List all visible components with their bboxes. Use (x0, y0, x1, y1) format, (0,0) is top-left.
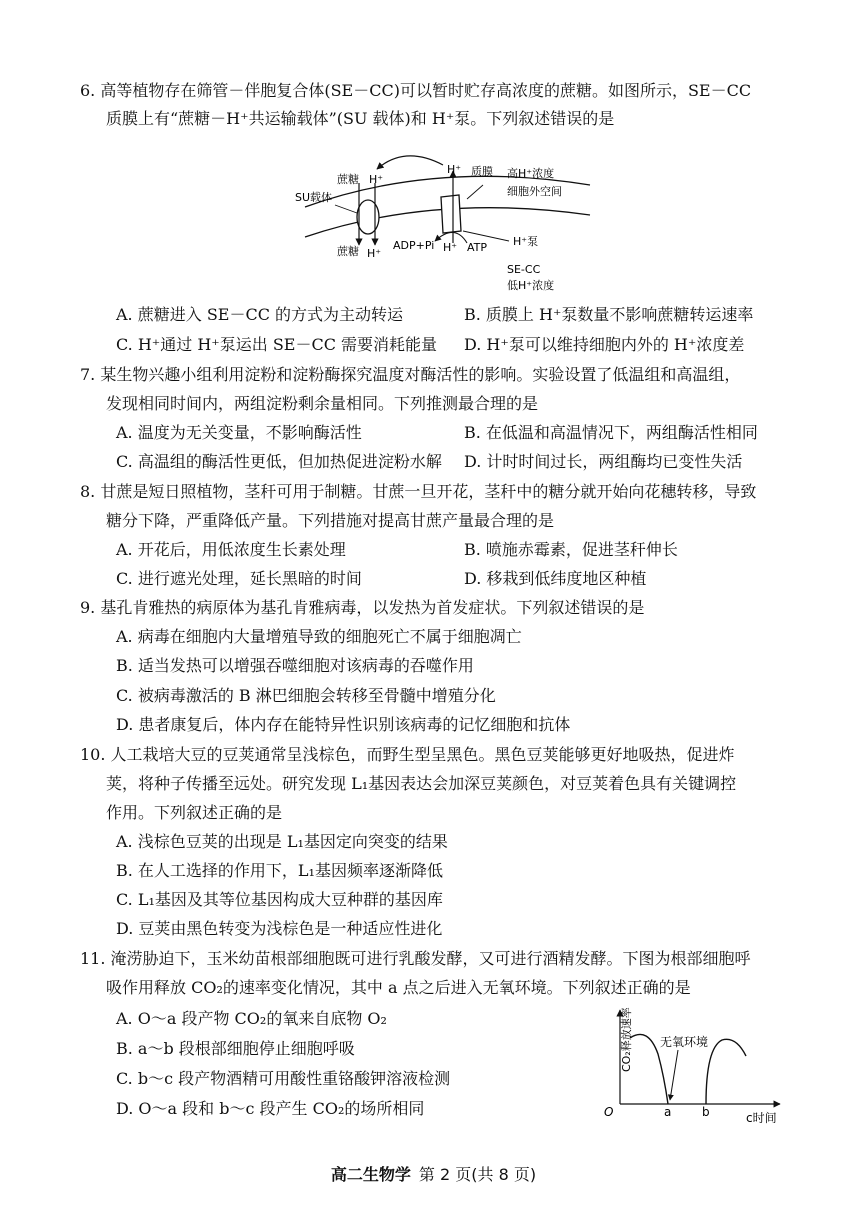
label-sucrose-top: 蔗糖 (337, 173, 359, 186)
label-high-h-2: 细胞外空间 (507, 185, 562, 198)
q10-stem-line3: 作用。下列叙述正确的是 (106, 803, 283, 822)
annotation-arrow (670, 1050, 678, 1100)
label-su-carrier: SU载体 (295, 191, 333, 204)
page-footer (0, 1162, 867, 1185)
h-return-arrow (377, 156, 443, 169)
q11-option-a: A. O～a 段产物 CO₂的氧来自底物 O₂ (116, 1009, 387, 1028)
label-h-bottom: H⁺ (367, 247, 382, 260)
q10-option-b: B. 在人工选择的作用下，L₁基因频率逐渐降低 (116, 861, 443, 880)
q9-stem-line1: 9. 基孔肯雅热的病原体为基孔肯雅病毒，以发热为首发症状。下列叙述错误的是 (80, 598, 645, 617)
q10-option-d: D. 豆荚由黑色转变为浅棕色是一种适应性进化 (116, 919, 443, 938)
q7-option-d: D. 计时时间过长，两组酶均已变性失活 (464, 452, 743, 471)
q9-option-c: C. 被病毒激活的 B 淋巴细胞会转移至骨髓中增殖分化 (116, 686, 496, 705)
q6-option-a: A. 蔗糖进入 SE－CC 的方式为主动转运 (116, 305, 404, 324)
label-atp: ATP (467, 241, 488, 254)
graph-annotation: 无氧环境 (660, 1035, 709, 1049)
h-pump-shape (441, 195, 461, 233)
graph-ylabel: CO₂释放速率 (620, 1007, 633, 1072)
q6-stem-line1: 6. 高等植物存在筛管－伴胞复合体(SE－CC)可以暂时贮存高浓度的蔗糖。如图所示，SE－CC (80, 81, 752, 100)
label-h-pump-in: H⁺ (443, 241, 458, 254)
q7-stem-line1: 7. 某生物兴趣小组利用淀粉和淀粉酶探究温度对酶活性的影响。实验设置了低温组和高温组， (80, 365, 741, 384)
su-carrier-shape (357, 200, 379, 234)
label-adp: ADP+Pi (393, 239, 435, 252)
label-se-cc: SE-CC (507, 263, 541, 276)
q10-stem-line2: 荚，将种子传播至远处。研究发现 L₁基因表达会加深豆荚颜色，对豆荚着色具有关键调控 (106, 774, 737, 793)
q6-option-c: C. H⁺通过 H⁺泵运出 SE－CC 需要消耗能量 (116, 335, 438, 354)
graph-origin: O (604, 1105, 614, 1119)
label-high-h-1: 高H⁺浓度 (507, 167, 555, 180)
q6-option-d: D. H⁺泵可以维持细胞内外的 H⁺浓度差 (464, 335, 745, 354)
graph-point-b: b (702, 1105, 710, 1119)
q11-stem-line2: 吸作用释放 CO₂的速率变化情况，其中 a 点之后进入无氧环境。下列叙述正确的是 (106, 978, 691, 997)
q6-stem-line2: 质膜上有“蔗糖－H⁺共运输载体”(SU 载体)和 H⁺泵。下列叙述错误的是 (106, 109, 615, 128)
label-membrane: 质膜 (471, 165, 493, 178)
membrane-transport-diagram (295, 145, 595, 295)
q8-stem-line1: 8. 甘蔗是短日照植物，茎秆可用于制糖。甘蔗一旦开花，茎秆中的糖分就开始向花穗转移，导致 (80, 482, 757, 501)
q11-option-d: D. O～a 段和 b～c 段产生 CO₂的场所相同 (116, 1099, 425, 1118)
q8-option-b: B. 喷施赤霉素，促进茎秆伸长 (464, 540, 678, 559)
q7-option-c: C. 高温组的酶活性更低，但加热促进淀粉水解 (116, 452, 442, 471)
q8-option-d: D. 移栽到低纬度地区种植 (464, 569, 647, 588)
footer-page-number: 第 2 页(共 8 页) (418, 1165, 537, 1184)
q9-option-b: B. 适当发热可以增强吞噬细胞对该病毒的吞噬作用 (116, 656, 474, 675)
q9-option-a: A. 病毒在细胞内大量增殖导致的细胞死亡不属于细胞凋亡 (116, 627, 522, 646)
co2-release-graph (596, 1004, 796, 1126)
footer-subject: 高二生物学 (330, 1165, 411, 1184)
label-sucrose-bottom: 蔗糖 (337, 245, 359, 258)
label-low-h: 低H⁺浓度 (507, 279, 555, 292)
label-h-pump: H⁺泵 (513, 235, 539, 248)
graph-xlabel: c时间 (746, 1111, 777, 1125)
curve-b-c (706, 1039, 746, 1104)
q8-option-a: A. 开花后，用低浓度生长素处理 (116, 540, 346, 559)
q7-stem-line2: 发现相同时间内，两组淀粉剩余量相同。下列推测最合理的是 (106, 394, 539, 413)
q7-option-b: B. 在低温和高温情况下，两组酶活性相同 (464, 423, 758, 442)
q10-option-c: C. L₁基因及其等位基因构成大豆种群的基因库 (116, 890, 443, 909)
label-h-top: H⁺ (369, 173, 384, 186)
q10-option-a: A. 浅棕色豆荚的出现是 L₁基因定向突变的结果 (116, 832, 448, 851)
q8-option-c: C. 进行遮光处理，延长黑暗的时间 (116, 569, 362, 588)
q6-option-b: B. 质膜上 H⁺泵数量不影响蔗糖转运速率 (464, 305, 754, 324)
label-h-center: H⁺ (447, 163, 462, 176)
graph-point-a: a (664, 1105, 672, 1119)
q11-option-b: B. a～b 段根部细胞停止细胞呼吸 (116, 1039, 355, 1058)
q7-option-a: A. 温度为无关变量，不影响酶活性 (116, 423, 362, 442)
q8-stem-line2: 糖分下降，严重降低产量。下列措施对提高甘蔗产量最合理的是 (106, 511, 555, 530)
q11-stem-line1: 11. 淹涝胁迫下，玉米幼苗根部细胞既可进行乳酸发酵，又可进行酒精发酵。下图为根部细胞呼 (80, 949, 751, 968)
q9-option-d: D. 患者康复后，体内存在能特异性识别该病毒的记忆细胞和抗体 (116, 715, 571, 734)
q10-stem-line1: 10. 人工栽培大豆的豆荚通常呈浅棕色，而野生型呈黑色。黑色豆荚能够更好地吸热，促进炸 (80, 745, 735, 764)
q11-option-c: C. b～c 段产物酒精可用酸性重铬酸钾溶液检测 (116, 1069, 451, 1088)
